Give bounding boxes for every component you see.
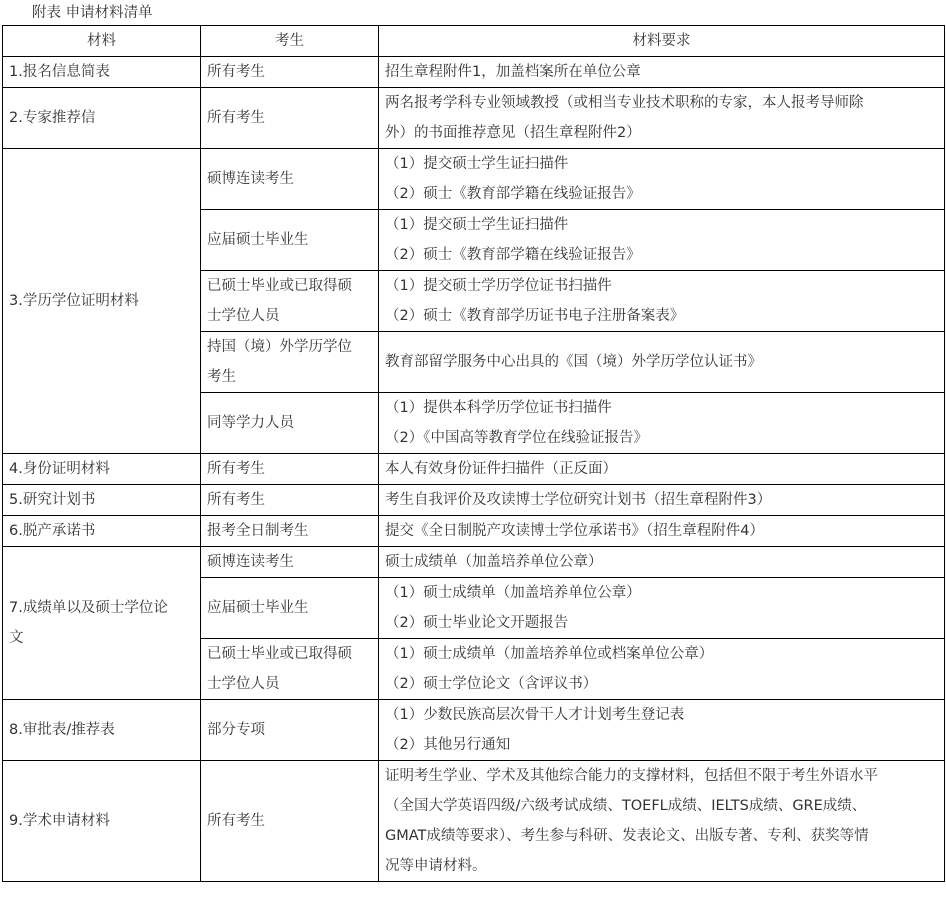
table-row <box>3 57 945 88</box>
requirement-line: GMAT成绩等要求）、考生参与科研、发表论文、出版专著、专利、获奖等情 <box>385 828 869 844</box>
table-row <box>3 454 945 485</box>
material-cell: 9.学术申请材料 <box>3 761 201 882</box>
requirement-line: 提交《全日制脱产攻读博士学位承诺书》（招生章程附件4） <box>385 523 764 539</box>
requirement-line: （2）硕士《教育部学历证书电子注册备案表》 <box>385 308 685 324</box>
requirement-cell <box>379 57 945 88</box>
requirement-cell <box>379 547 945 578</box>
requirement-cell <box>379 454 945 485</box>
requirement-cell <box>379 393 945 454</box>
table-row <box>3 700 945 761</box>
material-cell: 1.报名信息简表 <box>3 57 201 88</box>
requirement-line: （1）少数民族高层次骨干人才计划考生登记表 <box>385 707 685 723</box>
requirement-cell <box>379 516 945 547</box>
table-row <box>3 149 945 210</box>
candidate-cell <box>201 639 379 700</box>
requirement-line: （1）硕士成绩单（加盖培养单位或档案单位公章） <box>385 646 714 662</box>
candidate-cell: 所有考生 <box>201 485 379 516</box>
candidate-cell: 硕博连读考生 <box>201 149 379 210</box>
material-cell: 4.身份证明材料 <box>3 454 201 485</box>
header-material: 材料 <box>3 26 201 57</box>
candidate-cell: 硕博连读考生 <box>201 547 379 578</box>
candidate-cell: 应届硕士毕业生 <box>201 578 379 639</box>
candidate-cell: 所有考生 <box>201 57 379 88</box>
candidate-line: 士学位人员 <box>207 676 280 692</box>
requirement-line: 证明考生学业、学术及其他综合能力的支撑材料，包括但不限于考生外语水平 <box>385 768 878 784</box>
candidate-line: 已硕士毕业或已取得硕 <box>207 278 352 294</box>
materials-table <box>2 25 945 882</box>
requirement-line: （1）提供本科学历学位证书扫描件 <box>385 400 612 416</box>
requirement-line: （2）《中国高等教育学位在线验证报告》 <box>385 430 648 446</box>
requirement-line: （2）硕士《教育部学籍在线验证报告》 <box>385 247 641 263</box>
requirement-cell <box>379 271 945 332</box>
requirement-line: （2）其他另行通知 <box>385 737 511 753</box>
requirement-cell <box>379 639 945 700</box>
material-cell: 5.研究计划书 <box>3 485 201 516</box>
requirement-cell <box>379 210 945 271</box>
requirement-cell <box>379 578 945 639</box>
requirement-line: 外）的书面推荐意见（招生章程附件2） <box>385 125 641 141</box>
material-cell <box>3 547 201 700</box>
header-requirement: 材料要求 <box>379 26 945 57</box>
table-row <box>3 485 945 516</box>
material-cell: 8.审批表/推荐表 <box>3 700 201 761</box>
requirement-line: （2）硕士毕业论文开题报告 <box>385 615 569 631</box>
table-row <box>3 88 945 149</box>
requirement-line: 况等申请材料。 <box>385 858 487 874</box>
candidate-line: 已硕士毕业或已取得硕 <box>207 646 352 662</box>
material-line: 文 <box>9 630 24 646</box>
candidate-cell: 部分专项 <box>201 700 379 761</box>
requirement-line: 两名报考学科专业领域教授（或相当专业技术职称的专家，本人报考导师除 <box>385 95 864 111</box>
requirement-line: （1）提交硕士学生证扫描件 <box>385 217 569 233</box>
requirement-line: （1）提交硕士学生证扫描件 <box>385 156 569 172</box>
material-cell: 2.专家推荐信 <box>3 88 201 149</box>
table-row <box>3 516 945 547</box>
candidate-line: 考生 <box>207 369 236 385</box>
requirement-line: （2）硕士《教育部学籍在线验证报告》 <box>385 186 641 202</box>
candidate-line: 持国（境）外学历学位 <box>207 339 352 355</box>
material-cell: 3.学历学位证明材料 <box>3 149 201 454</box>
requirement-cell <box>379 700 945 761</box>
requirement-cell <box>379 88 945 149</box>
requirement-line: 本人有效身份证件扫描件（正反面） <box>385 461 617 477</box>
requirement-line: （全国大学英语四级/六级考试成绩、TOEFL成绩、IELTS成绩、GRE成绩、 <box>385 798 867 814</box>
candidate-cell: 应届硕士毕业生 <box>201 210 379 271</box>
candidate-cell: 所有考生 <box>201 88 379 149</box>
requirement-line: 招生章程附件1，加盖档案所在单位公章 <box>385 64 641 80</box>
requirement-line: 硕士成绩单（加盖培养单位公章） <box>385 554 603 570</box>
requirement-line: 考生自我评价及攻读博士学位研究计划书（招生章程附件3） <box>385 492 772 508</box>
requirement-cell <box>379 485 945 516</box>
candidate-cell: 所有考生 <box>201 454 379 485</box>
requirement-cell <box>379 332 945 393</box>
requirement-line: （1）硕士成绩单（加盖培养单位公章） <box>385 585 641 601</box>
requirement-line: （2）硕士学位论文（含评议书） <box>385 676 598 692</box>
material-line: 7.成绩单以及硕士学位论 <box>9 600 168 616</box>
candidate-cell <box>201 332 379 393</box>
candidate-cell <box>201 271 379 332</box>
requirement-cell <box>379 761 945 882</box>
requirement-cell <box>379 149 945 210</box>
table-row <box>3 761 945 882</box>
table-header-row <box>3 26 945 57</box>
table-caption: 附表 申请材料清单 <box>32 5 153 21</box>
candidate-cell: 所有考生 <box>201 761 379 882</box>
candidate-cell: 同等学力人员 <box>201 393 379 454</box>
material-cell: 6.脱产承诺书 <box>3 516 201 547</box>
candidate-line: 士学位人员 <box>207 308 280 324</box>
requirement-line: （1）提交硕士学历学位证书扫描件 <box>385 278 612 294</box>
table-row <box>3 547 945 578</box>
requirement-line: 教育部留学服务中心出具的《国（境）外学历学位认证书》 <box>385 354 762 370</box>
header-candidate: 考生 <box>201 26 379 57</box>
candidate-cell: 报考全日制考生 <box>201 516 379 547</box>
